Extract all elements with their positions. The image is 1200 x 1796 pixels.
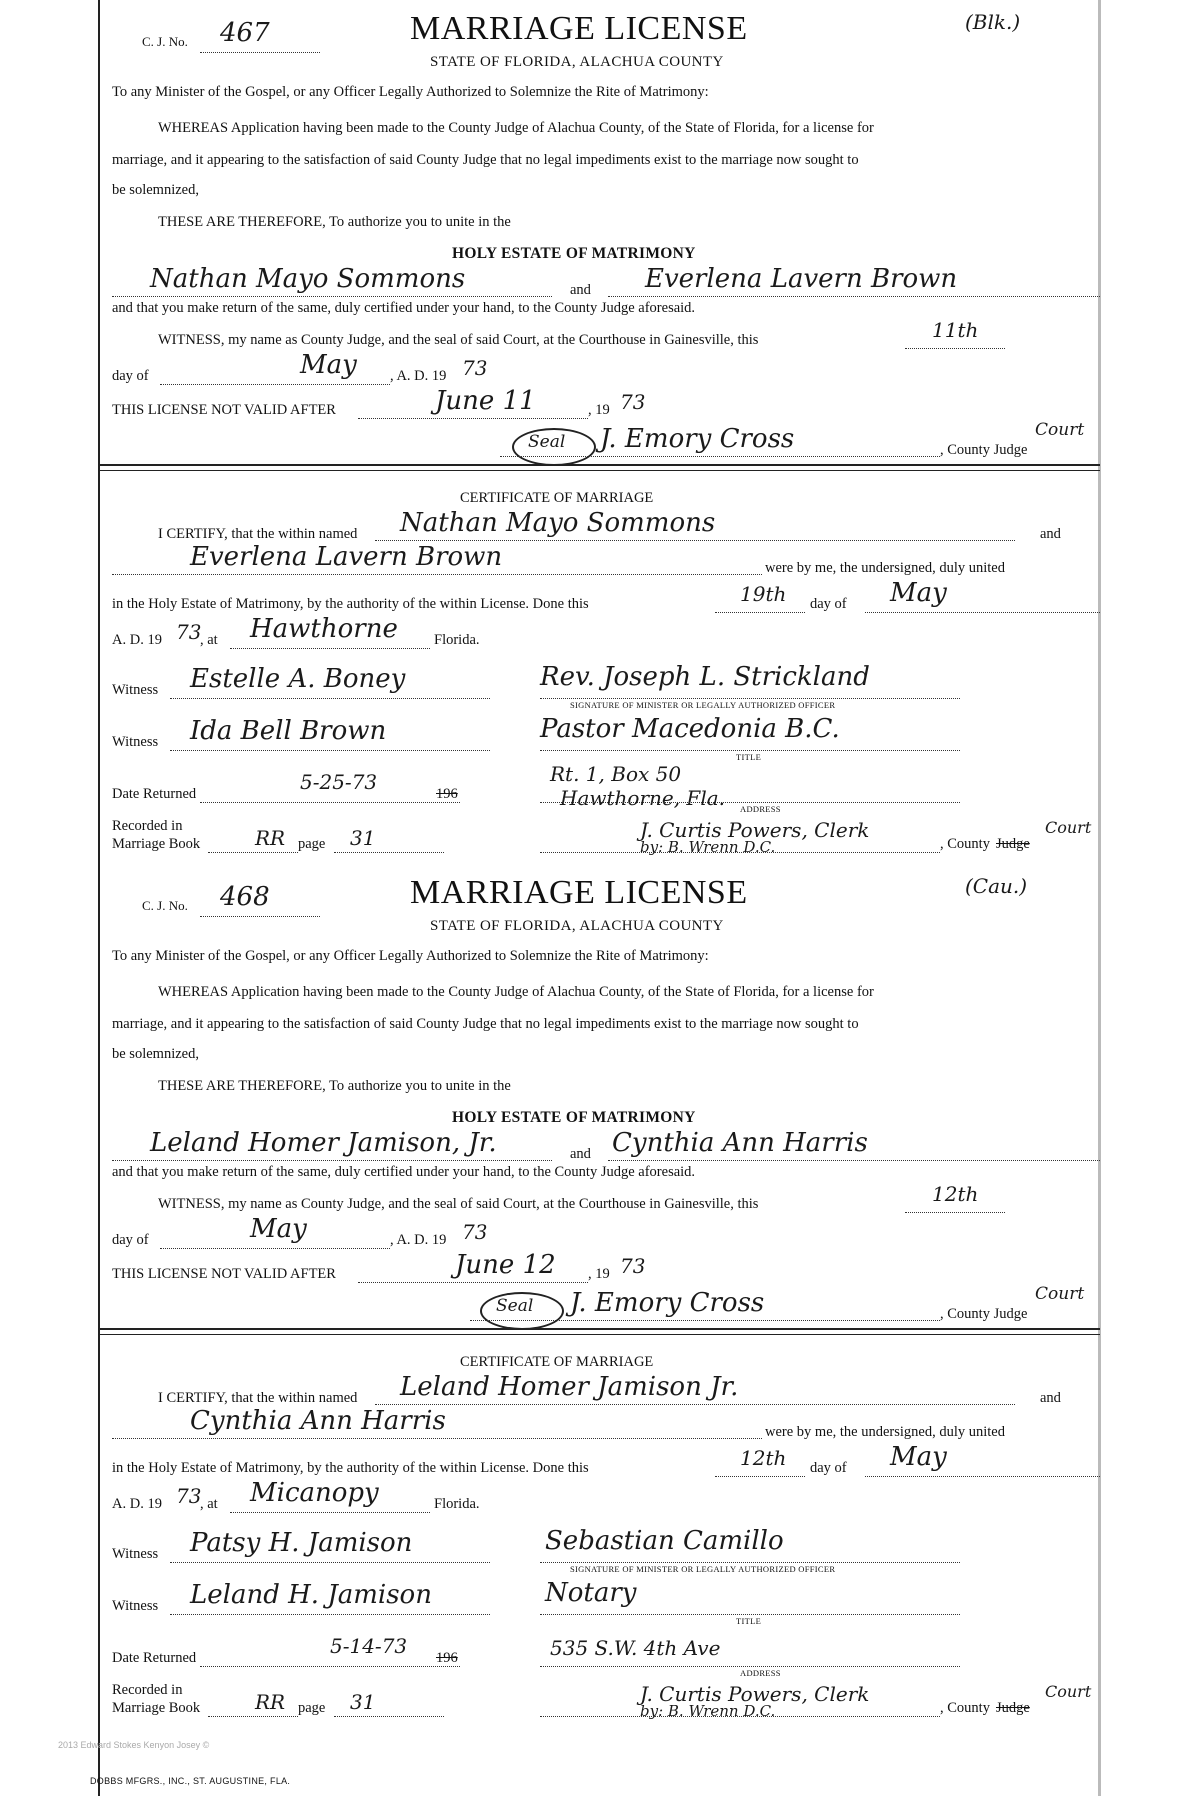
cert-line-1: I CERTIFY, that the within named	[158, 1390, 358, 1406]
clerk-title: , County	[940, 1700, 990, 1716]
witness-2-label: Witness	[112, 734, 159, 750]
done-at: , at	[200, 632, 218, 648]
seal-text: Seal	[496, 1296, 534, 1316]
clerk-title-correction: Court	[1045, 818, 1092, 837]
cert-holy-line: in the Holy Estate of Matrimony, by the authority of the within License. Done this	[112, 596, 589, 612]
cert-and: and	[1040, 526, 1061, 542]
judge-signature: J. Emory Cross	[600, 424, 795, 454]
ad-label: , A. D. 19	[390, 368, 447, 384]
clerk-deputy: by: B. Wrenn D.C.	[640, 1702, 776, 1720]
corner-note: (Blk.)	[965, 10, 1021, 34]
clerk-signature: J. Curtis Powers, Clerk	[640, 818, 870, 842]
recorded-label-2: Marriage Book	[112, 1700, 201, 1716]
returned-struck-year: 196	[436, 1650, 458, 1666]
not-valid-date: June 12	[455, 1250, 556, 1280]
issue-month: May	[250, 1214, 307, 1244]
witness-2-signature: Ida Bell Brown	[190, 716, 387, 746]
judge-title-correction: Court	[1035, 1284, 1085, 1304]
returned-struck-year: 196	[436, 786, 458, 802]
holy-estate-heading: HOLY ESTATE OF MATRIMONY	[452, 1109, 696, 1126]
not-valid-year: 73	[620, 390, 646, 414]
witness-line: WITNESS, my name as County Judge, and the seal of said Court, at the Courthouse in Gainesville, this	[158, 1196, 759, 1212]
page-label: page	[298, 1700, 326, 1716]
date-returned-label: Date Returned	[112, 786, 197, 802]
witness-1-label: Witness	[112, 1546, 159, 1562]
groom-name: Leland Homer Jamison, Jr.	[150, 1128, 497, 1158]
day-of-label: day of	[112, 1232, 149, 1248]
date-returned-value: 5-14-73	[330, 1634, 408, 1658]
date-returned-label: Date Returned	[112, 1650, 197, 1666]
address-label: ADDRESS	[740, 1668, 781, 1678]
cj-no-label: C. J. No.	[142, 34, 188, 49]
cert-and: and	[1040, 1390, 1061, 1406]
recorded-label-2: Marriage Book	[112, 836, 201, 852]
not-valid-year-prefix: , 19	[588, 402, 610, 418]
day-of-label: day of	[112, 368, 149, 384]
license-subtitle: STATE OF FLORIDA, ALACHUA COUNTY	[430, 54, 724, 70]
book-value: RR	[255, 826, 286, 850]
done-at: , at	[200, 1496, 218, 1512]
page-value: 31	[350, 826, 376, 850]
therefore-line: THESE ARE THEREFORE, To authorize you to unite in the	[158, 214, 511, 230]
not-valid-year: 73	[620, 1254, 646, 1278]
license-subtitle: STATE OF FLORIDA, ALACHUA COUNTY	[430, 918, 724, 934]
cert-bride: Everlena Lavern Brown	[190, 542, 503, 572]
license-title: MARRIAGE LICENSE	[410, 10, 748, 47]
judge-title: , County Judge	[940, 442, 1028, 458]
bride-name: Cynthia Ann Harris	[612, 1128, 868, 1158]
officer-signature-label: SIGNATURE OF MINISTER OR LEGALLY AUTHORIZED OFFICER	[570, 1564, 836, 1574]
clerk-deputy: by: B. Wrenn D.C.	[640, 838, 776, 856]
done-place: Hawthorne	[250, 614, 398, 644]
clerk-title: , County	[940, 836, 990, 852]
cert-line-1: I CERTIFY, that the within named	[158, 526, 358, 542]
officer-address-1: 535 S.W. 4th Ave	[550, 1636, 721, 1660]
done-month: May	[890, 1442, 947, 1472]
officer-address-2: Hawthorne, Fla.	[560, 786, 725, 810]
done-ad: A. D. 19	[112, 632, 162, 648]
issue-day: 12th	[932, 1182, 979, 1206]
title-label: TITLE	[736, 1616, 762, 1626]
officer-address-1: Rt. 1, Box 50	[550, 762, 682, 786]
done-year: 73	[176, 1484, 202, 1508]
issue-day: 11th	[932, 318, 979, 342]
and-word: and	[570, 1146, 591, 1162]
florida-label: Florida.	[434, 632, 480, 648]
copyright-watermark: 2013 Edward Stokes Kenyon Josey ©	[58, 1740, 210, 1750]
printer-footer: DOBBS MFGRS., INC., ST. AUGUSTINE, FLA.	[90, 1776, 291, 1786]
section-divider	[100, 1328, 1100, 1335]
whereas-line-3: be solemnized,	[112, 182, 199, 198]
address-line: To any Minister of the Gospel, or any Officer Legally Authorized to Solemnize the Rite of Matrimony:	[112, 948, 709, 964]
florida-label: Florida.	[434, 1496, 480, 1512]
and-word: and	[570, 282, 591, 298]
whereas-line-2: marriage, and it appearing to the satisfaction of said County Judge that no legal impediments exist to the marriage now sought to	[112, 152, 859, 168]
cert-groom: Leland Homer Jamison Jr.	[400, 1372, 739, 1402]
book-value: RR	[255, 1690, 286, 1714]
officer-signature: Sebastian Camillo	[545, 1526, 784, 1556]
judge-title: , County Judge	[940, 1306, 1028, 1322]
corner-note: (Cau.)	[965, 874, 1028, 898]
done-day-of: day of	[810, 596, 847, 612]
page-value: 31	[350, 1690, 376, 1714]
cert-united: were by me, the undersigned, duly united	[765, 560, 1005, 576]
return-line: and that you make return of the same, duly certified under your hand, to the County Judge aforesaid.	[112, 1164, 696, 1180]
done-month: May	[890, 578, 947, 608]
done-year: 73	[176, 620, 202, 644]
cert-bride: Cynthia Ann Harris	[190, 1406, 446, 1436]
bride-name: Everlena Lavern Brown	[645, 264, 958, 294]
date-returned-value: 5-25-73	[300, 770, 378, 794]
clerk-struck-title: Judge	[996, 836, 1030, 852]
not-valid-year-prefix: , 19	[588, 1266, 610, 1282]
witness-2-signature: Leland H. Jamison	[190, 1580, 432, 1610]
done-day: 19th	[740, 582, 787, 606]
witness-1-label: Witness	[112, 682, 159, 698]
cj-no-value: 467	[220, 18, 270, 48]
holy-estate-heading: HOLY ESTATE OF MATRIMONY	[452, 245, 696, 262]
cert-holy-line: in the Holy Estate of Matrimony, by the authority of the within License. Done this	[112, 1460, 589, 1476]
recorded-label-1: Recorded in	[112, 818, 183, 834]
not-valid-date: June 11	[435, 386, 536, 416]
clerk-title-correction: Court	[1045, 1682, 1092, 1701]
title-label: TITLE	[736, 752, 762, 762]
witness-line: WITNESS, my name as County Judge, and the seal of said Court, at the Courthouse in Gainesville, this	[158, 332, 759, 348]
cert-united: were by me, the undersigned, duly united	[765, 1424, 1005, 1440]
whereas-line-1: WHEREAS Application having been made to the County Judge of Alachua County, of the State of Florida, for a license for	[158, 984, 874, 1000]
page-label: page	[298, 836, 326, 852]
not-valid-label: THIS LICENSE NOT VALID AFTER	[112, 402, 336, 418]
done-place: Micanopy	[250, 1478, 379, 1508]
judge-signature: J. Emory Cross	[570, 1288, 765, 1318]
judge-title-correction: Court	[1035, 420, 1085, 440]
cj-no-label: C. J. No.	[142, 898, 188, 913]
officer-title: Pastor Macedonia B.C.	[540, 714, 840, 744]
whereas-line-1: WHEREAS Application having been made to the County Judge of Alachua County, of the State of Florida, for a license for	[158, 120, 874, 136]
certificate-title: CERTIFICATE OF MARRIAGE	[460, 1354, 654, 1370]
ad-label: , A. D. 19	[390, 1232, 447, 1248]
cert-groom: Nathan Mayo Sommons	[400, 508, 716, 538]
officer-signature: Rev. Joseph L. Strickland	[540, 662, 870, 692]
recorded-label-1: Recorded in	[112, 1682, 183, 1698]
groom-name: Nathan Mayo Sommons	[150, 264, 466, 294]
whereas-line-3: be solemnized,	[112, 1046, 199, 1062]
witness-1-signature: Estelle A. Boney	[190, 664, 406, 694]
cj-no-value: 468	[220, 882, 270, 912]
clerk-signature: J. Curtis Powers, Clerk	[640, 1682, 870, 1706]
section-divider	[100, 464, 1100, 471]
done-ad: A. D. 19	[112, 1496, 162, 1512]
whereas-line-2: marriage, and it appearing to the satisfaction of said County Judge that no legal impediments exist to the marriage now sought to	[112, 1016, 859, 1032]
address-label: ADDRESS	[740, 804, 781, 814]
license-title: MARRIAGE LICENSE	[410, 874, 748, 911]
license-sheet	[90, 0, 1100, 1796]
officer-title: Notary	[545, 1578, 637, 1608]
officer-signature-label: SIGNATURE OF MINISTER OR LEGALLY AUTHORIZED OFFICER	[570, 700, 836, 710]
seal-text: Seal	[528, 432, 566, 452]
not-valid-label: THIS LICENSE NOT VALID AFTER	[112, 1266, 336, 1282]
issue-month: May	[300, 350, 357, 380]
therefore-line: THESE ARE THEREFORE, To authorize you to unite in the	[158, 1078, 511, 1094]
clerk-struck-title: Judge	[996, 1700, 1030, 1716]
witness-2-label: Witness	[112, 1598, 159, 1614]
return-line: and that you make return of the same, duly certified under your hand, to the County Judge aforesaid.	[112, 300, 696, 316]
done-day-of: day of	[810, 1460, 847, 1476]
done-day: 12th	[740, 1446, 787, 1470]
address-line: To any Minister of the Gospel, or any Officer Legally Authorized to Solemnize the Rite of Matrimony:	[112, 84, 709, 100]
certificate-title: CERTIFICATE OF MARRIAGE	[460, 490, 654, 506]
witness-1-signature: Patsy H. Jamison	[190, 1528, 413, 1558]
issue-year: 73	[462, 356, 488, 380]
issue-year: 73	[462, 1220, 488, 1244]
